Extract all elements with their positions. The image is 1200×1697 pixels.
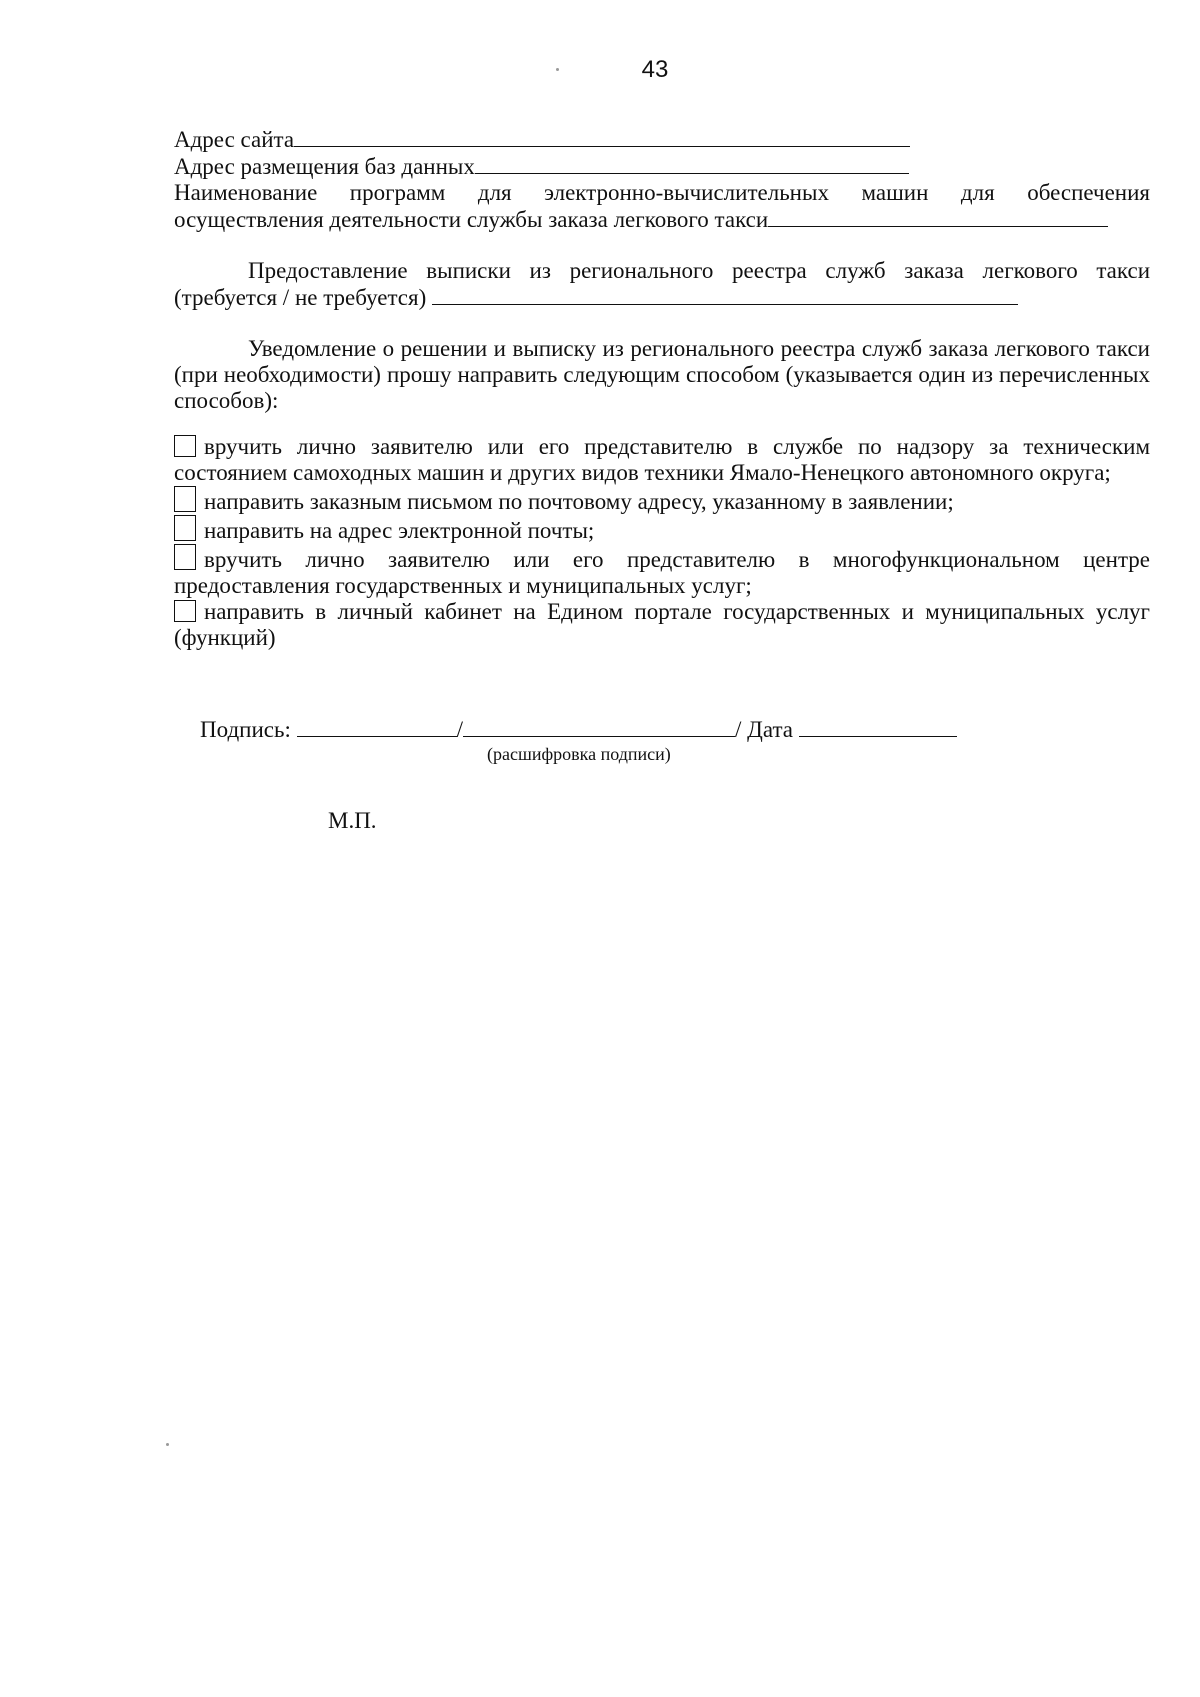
extract-block [174, 258, 1150, 311]
date-label: / Дата [735, 717, 793, 742]
option-gosuslugi [174, 599, 1150, 651]
signature-caption: (расшифровка подписи) [487, 744, 671, 764]
option-label: направить на адрес электронной почты; [204, 518, 595, 543]
checkbox-inspection-service[interactable] [174, 435, 196, 457]
scan-speck [556, 68, 559, 71]
signature-decoding-blank[interactable] [463, 716, 735, 737]
signature-blank[interactable] [297, 716, 457, 737]
programs-label-part2: осуществления деятельности службы заказа легкового такси [174, 207, 769, 232]
page-number: 43 [641, 56, 669, 83]
checkbox-mfc[interactable] [174, 544, 196, 570]
stamp-placeholder: М.П. [328, 808, 377, 833]
date-blank[interactable] [799, 716, 957, 737]
site-address-blank[interactable] [294, 126, 910, 147]
checkbox-email[interactable] [174, 515, 196, 541]
delivery-options [174, 434, 1150, 651]
option-mfc [174, 544, 1150, 599]
extract-required-blank[interactable] [432, 284, 1018, 305]
programs-line-2 [174, 206, 1150, 233]
checkbox-gosuslugi[interactable] [174, 600, 196, 622]
option-inspection-service [174, 434, 1150, 486]
option-label: вручить лично заявителю или его представителю в многофункциональном центре предоставления государственных и муниципальных услуг; [174, 547, 1150, 598]
extract-line-2 [174, 284, 1150, 311]
programs-line-1 [174, 180, 1150, 206]
extract-required-label: (требуется / не требуется) [174, 285, 427, 310]
site-address-label: Адрес сайта [174, 127, 295, 152]
programs-blank[interactable] [768, 206, 1108, 227]
database-address-line [174, 153, 1150, 180]
option-label: направить в личный кабинет на Едином портале государственных и муниципальных услуг (функций) [174, 599, 1150, 650]
extract-label: Предоставление выписки из регионального реестра служб заказа легкового такси [248, 258, 1150, 283]
extract-line-1 [174, 258, 1150, 284]
fields-block [174, 126, 1150, 233]
database-address-label: Адрес размещения баз данных [174, 154, 475, 179]
scan-speck [166, 1443, 169, 1446]
option-registered-mail [174, 486, 1150, 515]
signature-line [200, 716, 957, 743]
option-label: направить заказным письмом по почтовому адресу, указанному в заявлении; [204, 489, 954, 514]
signature-slash: / [456, 717, 463, 742]
signature-label: Подпись: [200, 717, 291, 742]
option-email [174, 515, 1150, 544]
site-address-line [174, 126, 1150, 153]
programs-label-part1: Наименование программ для электронно-вычислительных машин для обеспечения [174, 180, 1150, 205]
option-label: вручить лично заявителю или его представителю в службе по надзору за техническим состоянием самоходных машин и других видов техники Ямало-Ненецкого автономного округа; [174, 434, 1150, 485]
database-address-blank[interactable] [475, 153, 909, 174]
checkbox-registered-mail[interactable] [174, 486, 196, 512]
notification-paragraph: Уведомление о решении и выписку из регионального реестра служб заказа легкового такси (при необходимости) прошу направить следующим способом (указывается один из перечисленных способов): [174, 336, 1150, 413]
